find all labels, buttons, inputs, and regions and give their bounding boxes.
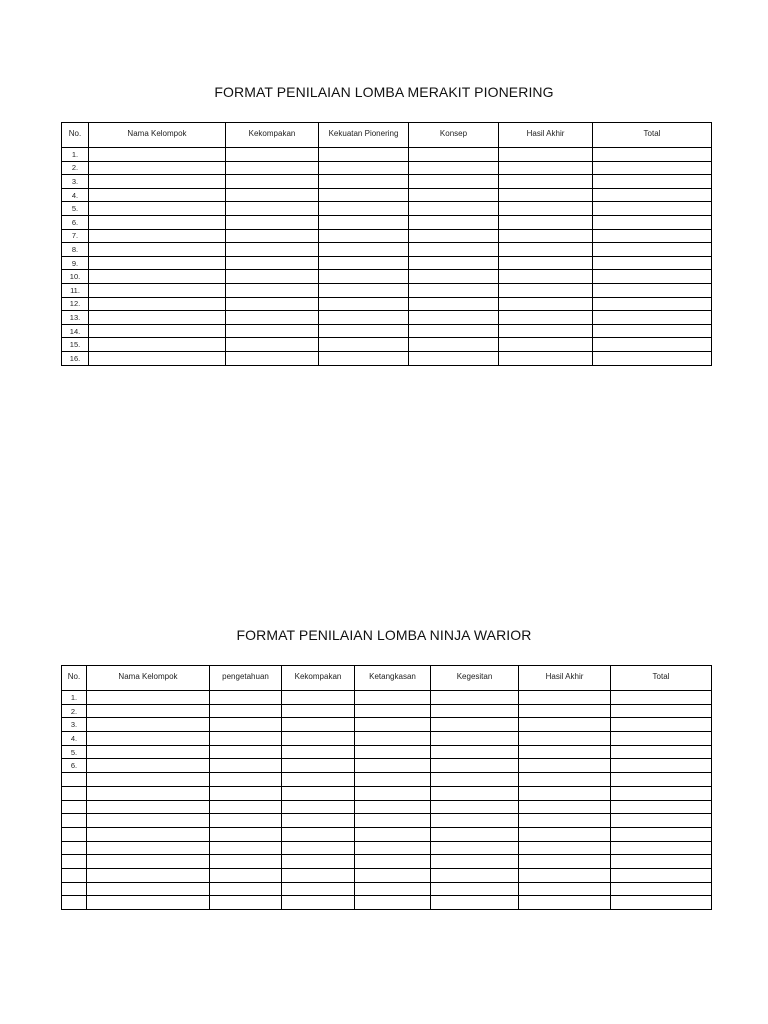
empty-score-cell (355, 800, 431, 814)
empty-score-cell (319, 351, 409, 365)
empty-score-cell (87, 814, 210, 828)
empty-score-cell (355, 896, 431, 910)
empty-score-cell (282, 827, 355, 841)
empty-score-cell (519, 718, 611, 732)
empty-score-cell (226, 270, 319, 284)
table1-title: FORMAT PENILAIAN LOMBA MERAKIT PIONERING (214, 84, 554, 100)
table-row (62, 283, 712, 297)
empty-score-cell (519, 773, 611, 787)
empty-score-cell (210, 691, 282, 705)
header-pengetahuan: pengetahuan (210, 666, 282, 691)
empty-score-cell (611, 896, 712, 910)
empty-score-cell (593, 256, 712, 270)
empty-score-cell (593, 215, 712, 229)
empty-score-cell (210, 704, 282, 718)
empty-score-cell (611, 732, 712, 746)
empty-score-cell (282, 759, 355, 773)
empty-score-cell (87, 745, 210, 759)
empty-score-cell (282, 718, 355, 732)
row-number: 16. (62, 351, 89, 365)
empty-score-cell (210, 814, 282, 828)
empty-score-cell (282, 691, 355, 705)
empty-score-cell (89, 175, 226, 189)
empty-score-cell (319, 202, 409, 216)
table-row (62, 759, 712, 773)
empty-score-cell (89, 161, 226, 175)
row-number: 11. (62, 283, 89, 297)
empty-score-cell (210, 786, 282, 800)
table2-title: FORMAT PENILAIAN LOMBA NINJA WARIOR (236, 627, 532, 643)
empty-score-cell (319, 161, 409, 175)
row-number: 1. (62, 148, 89, 162)
empty-score-cell (611, 868, 712, 882)
empty-score-cell (611, 704, 712, 718)
empty-score-cell (226, 324, 319, 338)
empty-score-cell (519, 841, 611, 855)
table-row (62, 718, 712, 732)
empty-score-cell (499, 338, 593, 352)
empty-score-cell (409, 311, 499, 325)
table-row (62, 800, 712, 814)
empty-score-cell (89, 188, 226, 202)
empty-score-cell (593, 229, 712, 243)
empty-score-cell (210, 882, 282, 896)
table-row (62, 882, 712, 896)
row-number: 3. (62, 175, 89, 189)
empty-score-cell (282, 786, 355, 800)
empty-score-cell (593, 324, 712, 338)
empty-score-cell (355, 841, 431, 855)
row-number: 7. (62, 229, 89, 243)
empty-score-cell (355, 759, 431, 773)
empty-score-cell (355, 786, 431, 800)
row-number: 13. (62, 311, 89, 325)
empty-score-cell (89, 243, 226, 257)
empty-score-cell (519, 800, 611, 814)
empty-score-cell (226, 338, 319, 352)
empty-score-cell (409, 148, 499, 162)
empty-score-cell (89, 338, 226, 352)
empty-score-cell (499, 351, 593, 365)
table-row (62, 161, 712, 175)
row-number (62, 786, 87, 800)
empty-score-cell (210, 841, 282, 855)
table-row (62, 215, 712, 229)
empty-score-cell (319, 215, 409, 229)
table-header-row (62, 123, 712, 148)
row-number: 14. (62, 324, 89, 338)
empty-score-cell (499, 148, 593, 162)
empty-score-cell (431, 773, 519, 787)
empty-score-cell (499, 283, 593, 297)
empty-score-cell (355, 691, 431, 705)
empty-score-cell (431, 691, 519, 705)
empty-score-cell (210, 745, 282, 759)
row-number: 5. (62, 745, 87, 759)
row-number (62, 855, 87, 869)
empty-score-cell (226, 175, 319, 189)
empty-score-cell (519, 882, 611, 896)
table-row (62, 841, 712, 855)
empty-score-cell (210, 773, 282, 787)
row-number: 8. (62, 243, 89, 257)
empty-score-cell (611, 691, 712, 705)
row-number: 9. (62, 256, 89, 270)
empty-score-cell (611, 827, 712, 841)
row-number: 5. (62, 202, 89, 216)
empty-score-cell (519, 896, 611, 910)
empty-score-cell (431, 882, 519, 896)
header-ketangkasan: Ketangkasan (355, 666, 431, 691)
empty-score-cell (611, 882, 712, 896)
empty-score-cell (519, 786, 611, 800)
empty-score-cell (593, 188, 712, 202)
empty-score-cell (593, 283, 712, 297)
empty-score-cell (226, 148, 319, 162)
empty-score-cell (226, 297, 319, 311)
header-no: No. (62, 666, 87, 691)
empty-score-cell (519, 827, 611, 841)
header-kegesitan: Kegesitan (431, 666, 519, 691)
row-number (62, 882, 87, 896)
empty-score-cell (519, 814, 611, 828)
empty-score-cell (319, 188, 409, 202)
empty-score-cell (355, 732, 431, 746)
empty-score-cell (319, 297, 409, 311)
empty-score-cell (89, 202, 226, 216)
empty-score-cell (210, 827, 282, 841)
empty-score-cell (611, 759, 712, 773)
header-no: No. (62, 123, 89, 148)
empty-score-cell (282, 882, 355, 896)
empty-score-cell (611, 841, 712, 855)
table-row (62, 868, 712, 882)
empty-score-cell (409, 243, 499, 257)
empty-score-cell (226, 202, 319, 216)
empty-score-cell (499, 215, 593, 229)
ninja-warior-score-table (61, 665, 712, 910)
empty-score-cell (210, 718, 282, 732)
empty-score-cell (319, 270, 409, 284)
row-number: 2. (62, 161, 89, 175)
table-row (62, 827, 712, 841)
empty-score-cell (319, 229, 409, 243)
empty-score-cell (611, 718, 712, 732)
empty-score-cell (87, 827, 210, 841)
empty-score-cell (355, 773, 431, 787)
empty-score-cell (89, 297, 226, 311)
empty-score-cell (593, 175, 712, 189)
empty-score-cell (519, 868, 611, 882)
empty-score-cell (87, 759, 210, 773)
header-nama-kelompok: Nama Kelompok (89, 123, 226, 148)
empty-score-cell (355, 868, 431, 882)
empty-score-cell (431, 718, 519, 732)
table-row (62, 175, 712, 189)
empty-score-cell (282, 814, 355, 828)
row-number: 15. (62, 338, 89, 352)
empty-score-cell (611, 745, 712, 759)
empty-score-cell (593, 161, 712, 175)
empty-score-cell (409, 175, 499, 189)
empty-score-cell (593, 270, 712, 284)
empty-score-cell (593, 297, 712, 311)
empty-score-cell (431, 786, 519, 800)
empty-score-cell (87, 868, 210, 882)
table-row (62, 311, 712, 325)
empty-score-cell (226, 229, 319, 243)
table-row (62, 338, 712, 352)
empty-score-cell (226, 351, 319, 365)
empty-score-cell (593, 338, 712, 352)
empty-score-cell (87, 773, 210, 787)
empty-score-cell (409, 324, 499, 338)
empty-score-cell (226, 256, 319, 270)
table-row (62, 297, 712, 311)
header-kekuatan-pionering: Kekuatan Pionering (319, 123, 409, 148)
empty-score-cell (519, 745, 611, 759)
empty-score-cell (210, 800, 282, 814)
empty-score-cell (282, 773, 355, 787)
empty-score-cell (89, 270, 226, 284)
table-row (62, 896, 712, 910)
row-number: 1. (62, 691, 87, 705)
empty-score-cell (431, 704, 519, 718)
empty-score-cell (89, 229, 226, 243)
empty-score-cell (431, 896, 519, 910)
row-number (62, 896, 87, 910)
row-number (62, 868, 87, 882)
empty-score-cell (409, 283, 499, 297)
empty-score-cell (499, 297, 593, 311)
empty-score-cell (210, 868, 282, 882)
empty-score-cell (282, 841, 355, 855)
header-konsep: Konsep (409, 123, 499, 148)
empty-score-cell (519, 855, 611, 869)
empty-score-cell (87, 882, 210, 896)
empty-score-cell (519, 691, 611, 705)
header-hasil-akhir: Hasil Akhir (519, 666, 611, 691)
table-row (62, 786, 712, 800)
row-number: 12. (62, 297, 89, 311)
empty-score-cell (519, 759, 611, 773)
empty-score-cell (87, 841, 210, 855)
empty-score-cell (226, 161, 319, 175)
empty-score-cell (355, 882, 431, 896)
empty-score-cell (282, 800, 355, 814)
empty-score-cell (355, 814, 431, 828)
empty-score-cell (319, 338, 409, 352)
row-number: 6. (62, 759, 87, 773)
empty-score-cell (355, 704, 431, 718)
empty-score-cell (282, 732, 355, 746)
empty-score-cell (409, 256, 499, 270)
table-row (62, 814, 712, 828)
empty-score-cell (431, 814, 519, 828)
empty-score-cell (355, 855, 431, 869)
empty-score-cell (593, 202, 712, 216)
empty-score-cell (593, 243, 712, 257)
empty-score-cell (611, 814, 712, 828)
empty-score-cell (409, 161, 499, 175)
empty-score-cell (319, 175, 409, 189)
empty-score-cell (89, 351, 226, 365)
empty-score-cell (519, 732, 611, 746)
empty-score-cell (499, 324, 593, 338)
empty-score-cell (89, 215, 226, 229)
header-nama-kelompok: Nama Kelompok (87, 666, 210, 691)
empty-score-cell (282, 704, 355, 718)
table-row (62, 256, 712, 270)
empty-score-cell (409, 338, 499, 352)
table-row (62, 188, 712, 202)
empty-score-cell (355, 718, 431, 732)
empty-score-cell (499, 202, 593, 216)
empty-score-cell (431, 759, 519, 773)
empty-score-cell (319, 148, 409, 162)
empty-score-cell (87, 896, 210, 910)
empty-score-cell (87, 704, 210, 718)
empty-score-cell (319, 324, 409, 338)
row-number (62, 800, 87, 814)
header-kekompakan: Kekompakan (226, 123, 319, 148)
empty-score-cell (319, 243, 409, 257)
empty-score-cell (210, 759, 282, 773)
empty-score-cell (89, 256, 226, 270)
empty-score-cell (409, 202, 499, 216)
empty-score-cell (282, 855, 355, 869)
empty-score-cell (431, 732, 519, 746)
empty-score-cell (499, 161, 593, 175)
header-total: Total (593, 123, 712, 148)
table-row (62, 745, 712, 759)
empty-score-cell (87, 786, 210, 800)
row-number (62, 841, 87, 855)
empty-score-cell (409, 351, 499, 365)
empty-score-cell (319, 283, 409, 297)
empty-score-cell (226, 311, 319, 325)
empty-score-cell (282, 868, 355, 882)
empty-score-cell (409, 297, 499, 311)
empty-score-cell (89, 148, 226, 162)
empty-score-cell (593, 311, 712, 325)
row-number (62, 814, 87, 828)
table-row (62, 324, 712, 338)
table-row (62, 855, 712, 869)
empty-score-cell (89, 324, 226, 338)
empty-score-cell (319, 256, 409, 270)
table-row (62, 704, 712, 718)
header-total: Total (611, 666, 712, 691)
empty-score-cell (431, 855, 519, 869)
table-row (62, 351, 712, 365)
empty-score-cell (226, 243, 319, 257)
empty-score-cell (611, 800, 712, 814)
empty-score-cell (409, 215, 499, 229)
empty-score-cell (499, 311, 593, 325)
table-row (62, 229, 712, 243)
table-row (62, 732, 712, 746)
row-number: 3. (62, 718, 87, 732)
empty-score-cell (87, 800, 210, 814)
empty-score-cell (431, 841, 519, 855)
empty-score-cell (87, 718, 210, 732)
empty-score-cell (409, 188, 499, 202)
row-number: 4. (62, 732, 87, 746)
table-header-row (62, 666, 712, 691)
empty-score-cell (593, 148, 712, 162)
empty-score-cell (282, 745, 355, 759)
empty-score-cell (409, 229, 499, 243)
empty-score-cell (499, 188, 593, 202)
empty-score-cell (226, 188, 319, 202)
pionering-score-table (61, 122, 712, 366)
empty-score-cell (210, 732, 282, 746)
empty-score-cell (210, 896, 282, 910)
empty-score-cell (593, 351, 712, 365)
table-row (62, 202, 712, 216)
empty-score-cell (431, 827, 519, 841)
empty-score-cell (499, 243, 593, 257)
empty-score-cell (499, 229, 593, 243)
empty-score-cell (611, 773, 712, 787)
empty-score-cell (431, 745, 519, 759)
empty-score-cell (89, 283, 226, 297)
empty-score-cell (319, 311, 409, 325)
header-hasil-akhir: Hasil Akhir (499, 123, 593, 148)
row-number: 4. (62, 188, 89, 202)
empty-score-cell (499, 175, 593, 189)
table-row (62, 243, 712, 257)
row-number: 2. (62, 704, 87, 718)
empty-score-cell (226, 283, 319, 297)
empty-score-cell (355, 827, 431, 841)
empty-score-cell (431, 868, 519, 882)
empty-score-cell (226, 215, 319, 229)
empty-score-cell (210, 855, 282, 869)
empty-score-cell (431, 800, 519, 814)
table-row (62, 691, 712, 705)
empty-score-cell (355, 745, 431, 759)
table-row (62, 773, 712, 787)
empty-score-cell (89, 311, 226, 325)
empty-score-cell (499, 256, 593, 270)
row-number (62, 773, 87, 787)
empty-score-cell (87, 855, 210, 869)
empty-score-cell (409, 270, 499, 284)
row-number: 6. (62, 215, 89, 229)
row-number: 10. (62, 270, 89, 284)
table-row (62, 270, 712, 284)
row-number (62, 827, 87, 841)
empty-score-cell (87, 691, 210, 705)
empty-score-cell (611, 855, 712, 869)
empty-score-cell (87, 732, 210, 746)
empty-score-cell (611, 786, 712, 800)
table-row (62, 148, 712, 162)
empty-score-cell (499, 270, 593, 284)
empty-score-cell (519, 704, 611, 718)
header-kekompakan: Kekompakan (282, 666, 355, 691)
empty-score-cell (282, 896, 355, 910)
